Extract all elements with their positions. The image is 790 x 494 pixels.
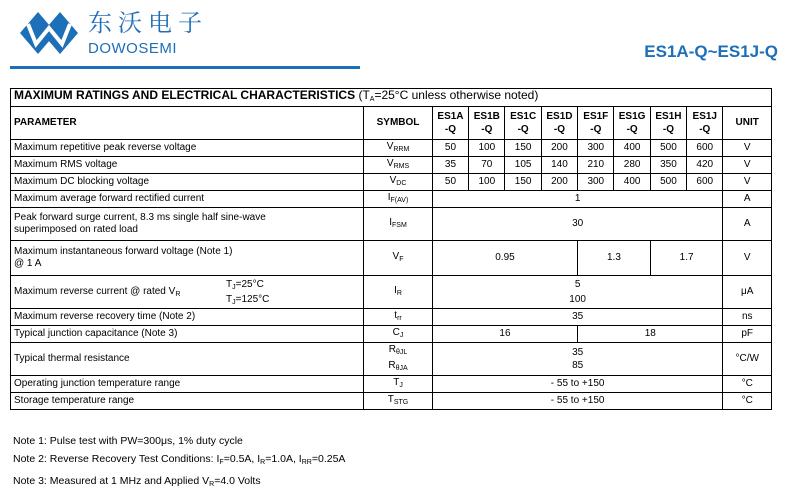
- value-cell: 200: [541, 174, 577, 191]
- param-label: Maximum average forward rectified current: [11, 191, 364, 208]
- value-cell: 400: [614, 140, 650, 157]
- brand-english-name: DOWOSEMI: [88, 40, 177, 57]
- value-cell: 35: [432, 309, 723, 326]
- header-device: ES1A -Q: [432, 107, 468, 140]
- header-device: ES1B -Q: [469, 107, 505, 140]
- symbol-cell: $V_{RRM}$: [364, 140, 433, 157]
- value-cell: 300: [578, 174, 614, 191]
- table-row-ir: [11, 276, 772, 309]
- symbol-cell: $I_{FSM}$: [364, 208, 433, 241]
- unit-cell: °C/W: [723, 343, 772, 376]
- value-cell: 200: [541, 140, 577, 157]
- value-cell: 50: [432, 140, 468, 157]
- value-cell: 0.95: [432, 241, 577, 276]
- symbol-cell: $T_J$: [364, 376, 433, 393]
- unit-cell: °C: [723, 376, 772, 393]
- note-1: Note 1: Pulse test with PW=300μs, 1% duty cycle: [13, 435, 243, 447]
- dowosemi-logo-icon: [14, 8, 84, 58]
- symbol-cell: $V_{RMS}$: [364, 157, 433, 174]
- value-cell: 1: [432, 191, 723, 208]
- header-symbol: SYMBOL: [364, 107, 433, 140]
- value-cell: 16: [432, 326, 577, 343]
- param-label: Maximum DC blocking voltage: [11, 174, 364, 191]
- unit-cell: V: [723, 140, 772, 157]
- value-cell: 140: [541, 157, 577, 174]
- part-number-title: ES1A-Q~ES1J-Q: [644, 42, 778, 61]
- header-device: ES1F -Q: [578, 107, 614, 140]
- param-label: Typical thermal resistance: [11, 343, 364, 376]
- unit-cell: V: [723, 241, 772, 276]
- ratings-table: [10, 88, 772, 410]
- table-row-vrms: [11, 157, 772, 174]
- param-label: Maximum RMS voltage: [11, 157, 364, 174]
- value-cell: 400: [614, 174, 650, 191]
- param-label: Peak forward surge current, 8.3 ms single half sine-wave superimposed on rated load: [11, 208, 364, 241]
- unit-cell: °C: [723, 393, 772, 410]
- header-device: ES1G -Q: [614, 107, 650, 140]
- table-row-tstg: [11, 393, 772, 410]
- value-cell: 50: [432, 174, 468, 191]
- table-row-ifav: [11, 191, 772, 208]
- table-row-trr: [11, 309, 772, 326]
- table-header-row: [11, 107, 772, 140]
- table-title: MAXIMUM RATINGS AND ELECTRICAL CHARACTERISTICS: [14, 88, 356, 102]
- value-cell: 18: [578, 326, 723, 343]
- unit-cell: pF: [723, 326, 772, 343]
- unit-cell: V: [723, 174, 772, 191]
- param-label: Operating junction temperature range: [11, 376, 364, 393]
- value-cell: 1.3: [578, 241, 651, 276]
- brand-chinese-name: 东沃电子: [88, 9, 208, 37]
- value-cell: 600: [687, 174, 723, 191]
- param-label: Maximum repetitive peak reverse voltage: [11, 140, 364, 157]
- value-cell: 350: [650, 157, 686, 174]
- note-2: Note 2: Reverse Recovery Test Conditions: $I_F=0.5A$, $I_R=1.0A$, $I_{RR}=0.25A$: [13, 453, 346, 466]
- symbol-cell: $C_J$: [364, 326, 433, 343]
- table-row-vf: [11, 241, 772, 276]
- value-cell: 105: [505, 157, 541, 174]
- unit-cell: A: [723, 191, 772, 208]
- value-cell: 300: [578, 140, 614, 157]
- table-condition: ($T_A=25^\circ C$ unless otherwise noted): [358, 88, 539, 103]
- value-cell: 150: [505, 140, 541, 157]
- symbol-cell: $t_{rr}$: [364, 309, 433, 326]
- unit-cell: V: [723, 157, 772, 174]
- value-cell: 100: [469, 140, 505, 157]
- header-parameter: PARAMETER: [11, 107, 364, 140]
- header-device: ES1H -Q: [650, 107, 686, 140]
- symbol-cell: $R_{\theta JL}$ $R_{\theta JA}$: [364, 343, 433, 376]
- table-row-rth: [11, 343, 772, 376]
- value-cell: 1.7: [650, 241, 723, 276]
- value-cell: 35: [432, 157, 468, 174]
- value-cell: 5 100: [432, 276, 723, 309]
- value-cell: 500: [650, 140, 686, 157]
- header-device: ES1C -Q: [505, 107, 541, 140]
- symbol-cell: $T_{STG}$: [364, 393, 433, 410]
- value-cell: 500: [650, 174, 686, 191]
- param-label: Storage temperature range: [11, 393, 364, 410]
- table-row-vdc: [11, 174, 772, 191]
- value-cell: 150: [505, 174, 541, 191]
- symbol-cell: $V_{DC}$: [364, 174, 433, 191]
- unit-cell: ns: [723, 309, 772, 326]
- symbol-cell: $I_{F(AV)}$: [364, 191, 433, 208]
- value-cell: 30: [432, 208, 723, 241]
- param-label: Maximum reverse recovery time (Note 2): [11, 309, 364, 326]
- param-label: Maximum instantaneous forward voltage (Note 1) @ 1 A: [11, 241, 364, 276]
- value-cell: 420: [687, 157, 723, 174]
- value-cell: 70: [469, 157, 505, 174]
- header-device: ES1D -Q: [541, 107, 577, 140]
- table-title-row: [11, 89, 772, 107]
- symbol-cell: $I_R$: [364, 276, 433, 309]
- table-row-vrrm: [11, 140, 772, 157]
- table-row-cj: [11, 326, 772, 343]
- unit-cell: A: [723, 208, 772, 241]
- value-cell: 280: [614, 157, 650, 174]
- header-divider: [10, 66, 360, 69]
- symbol-cell: $V_F$: [364, 241, 433, 276]
- unit-cell: μA: [723, 276, 772, 309]
- header-unit: UNIT: [723, 107, 772, 140]
- value-cell: 35 85: [432, 343, 723, 376]
- value-cell: - 55 to +150: [432, 376, 723, 393]
- param-label: Typical junction capacitance (Note 3): [11, 326, 364, 343]
- value-cell: 100: [469, 174, 505, 191]
- value-cell: 600: [687, 140, 723, 157]
- table-row-tj: [11, 376, 772, 393]
- table-row-ifsm: [11, 208, 772, 241]
- header-device: ES1J -Q: [687, 107, 723, 140]
- note-3: Note 3: Measured at 1 MHz and Applied $V_R=4.0$ Volts: [13, 475, 261, 488]
- notes-block: [13, 432, 345, 494]
- value-cell: 210: [578, 157, 614, 174]
- value-cell: - 55 to +150: [432, 393, 723, 410]
- param-label: Maximum reverse current @ rated $V_R$ $T_J=25^\circ C$ $T_J=125^\circ C$: [11, 276, 364, 309]
